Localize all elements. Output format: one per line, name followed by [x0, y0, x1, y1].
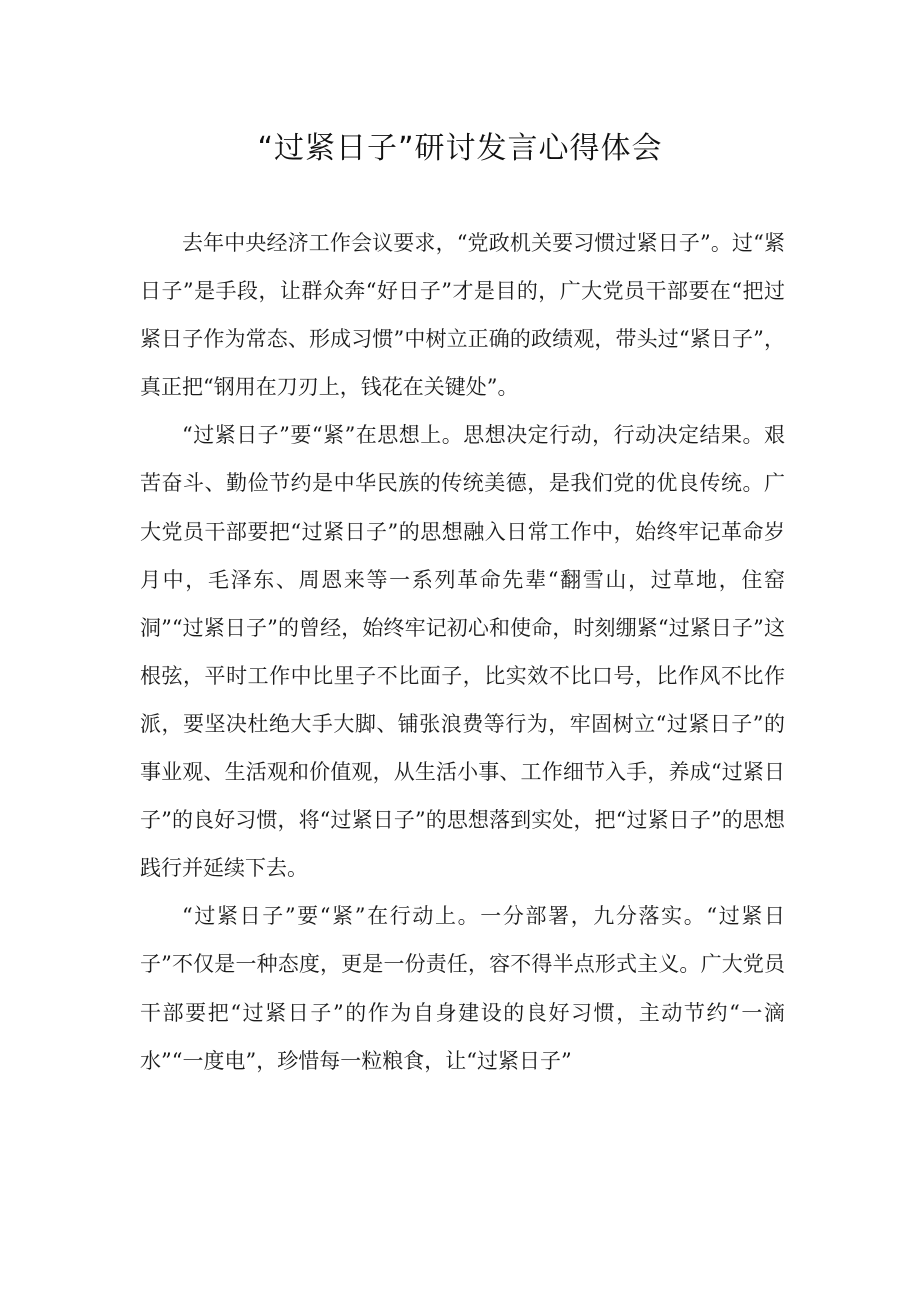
- document-body: [140, 219, 785, 1085]
- paragraph-action: “过紧日子”要“紧”在行动上。一分部署，九分落实。“过紧日子”不仅是一种态度，更是一份责任，容不得半点形式主义。广大党员干部要把“过紧日子”的作为自身建设的良好习惯，主动节约“一滴水”“一度电”，珍惜每一粒粮食，让“过紧日子”: [140, 904, 785, 1073]
- paragraph-thinking: “过紧日子”要“紧”在思想上。思想决定行动，行动决定结果。艰苦奋斗、勤俭节约是中华民族的传统美德，是我们党的优良传统。广大党员干部要把“过紧日子”的思想融入日常工作中，始终牢记革命岁月中，毛泽东、周恩来等一系列革命先辈“翻雪山，过草地，住窑洞”“过紧日子”的曾经，始终牢记初心和使命，时刻绷紧“过紧日子”这根弦，平时工作中比里子不比面子，比实效不比口号，比作风不比作派，要坚决杜绝大手大脚、铺张浪费等行为，牢固树立“过紧日子”的事业观、生活观和价值观，从生活小事、工作细节入手，养成“过紧日子”的良好习惯，将“过紧日子”的思想落到实处，把“过紧日子”的思想践行并延续下去。: [140, 423, 785, 881]
- paragraph-intro: 去年中央经济工作会议要求，“党政机关要习惯过紧日子”。过“紧日子”是手段，让群众奔“好日子”才是目的，广大党员干部要在“把过紧日子作为常态、形成习惯”中树立正确的政绩观，带头过“紧日子”，真正把“钢用在刀刃上，钱花在关键处”。: [140, 231, 785, 400]
- document-title: “过紧日子”研讨发言心得体会: [257, 131, 663, 166]
